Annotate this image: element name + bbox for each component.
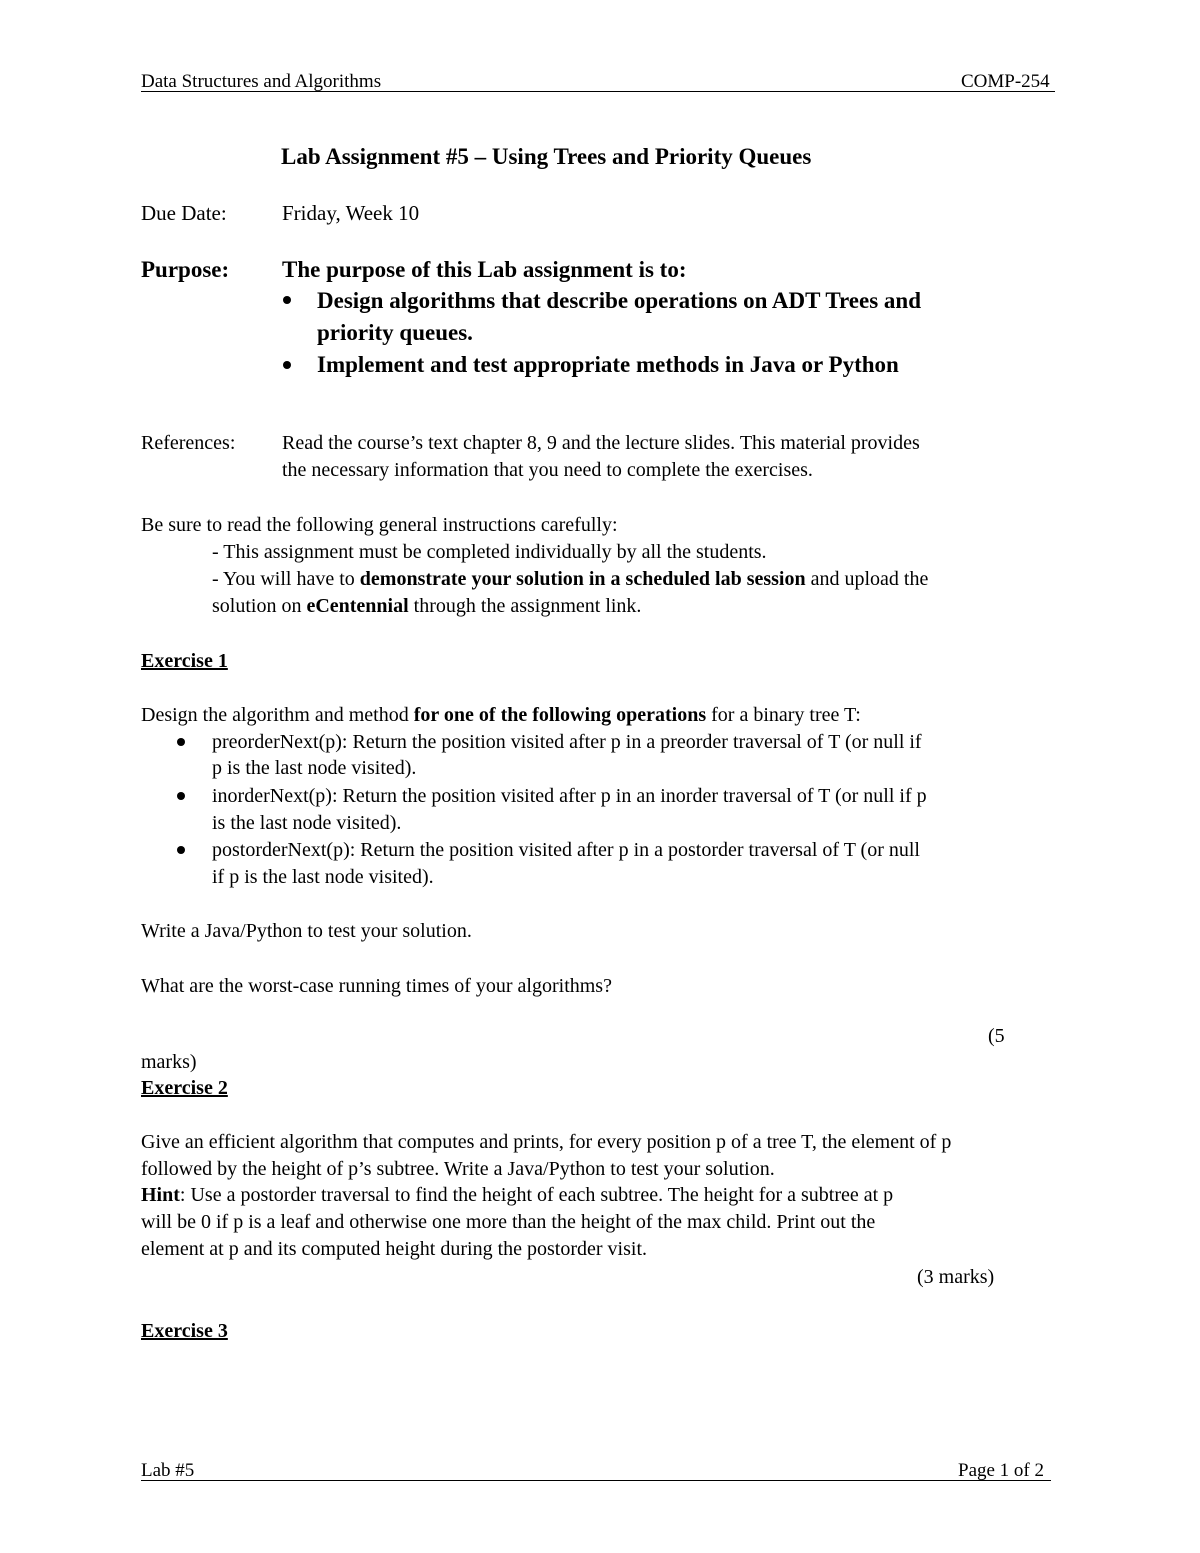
- footer-page-number: Page 1 of 2: [958, 1460, 1045, 1481]
- exercise-1-intro: [141, 704, 861, 727]
- exercise-2-marks: (3 marks): [917, 1266, 995, 1288]
- exercise-3-heading: Exercise 3: [141, 1320, 228, 1342]
- exercise-1-bullet-1-line-2: p is the last node visited).: [212, 757, 417, 779]
- hint-text: : Use a postorder traversal to find the height of each subtree. The height for a subtree at p: [179, 1184, 894, 1206]
- exercise-1-bullet-2-line-1: inorderNext(p): Return the position visited after p in an inorder traversal of T (or null if p: [212, 785, 927, 807]
- footer-lab-number: Lab #5: [141, 1460, 195, 1481]
- references-line-1: Read the course’s text chapter 8, 9 and the lecture slides. This material provides: [282, 432, 920, 454]
- exercise-2-line-1: Give an efficient algorithm that computes and prints, for every position p of a tree T, the element of p: [141, 1131, 952, 1153]
- bullet-icon: [177, 738, 185, 746]
- exercise-1-test-instruction: Write a Java/Python to test your solution.: [141, 920, 472, 942]
- footer-rule: [141, 1480, 1051, 1481]
- due-date-label: Due Date:: [141, 201, 227, 225]
- header-rule: [141, 91, 1055, 92]
- due-date-value: Friday, Week 10: [282, 201, 420, 225]
- exercise-2-hint-line-2: will be 0 if p is a leaf and otherwise one more than the height of the max child. Print out the: [141, 1211, 876, 1233]
- bullet-icon: [283, 296, 291, 304]
- purpose-bullet-2: Implement and test appropriate methods in Java or Python: [317, 352, 899, 377]
- instruction-item-2-line-1: [212, 568, 928, 591]
- purpose-intro: The purpose of this Lab assignment is to:: [282, 257, 687, 282]
- exercise-text: for a binary tree T:: [706, 704, 861, 726]
- bullet-icon: [177, 846, 185, 854]
- exercise-1-heading: Exercise 1: [141, 650, 228, 672]
- bullet-icon: [177, 792, 185, 800]
- exercise-1-bullet-3-line-1: postorderNext(p): Return the position visited after p in a postorder traversal of T (or null: [212, 839, 920, 861]
- purpose-bullet-1-line-1: Design algorithms that describe operations on ADT Trees and: [317, 288, 921, 313]
- bullet-icon: [283, 361, 291, 369]
- hint-label: Hint: [141, 1184, 180, 1206]
- instruction-text: and upload the: [805, 568, 929, 590]
- exercise-2-heading: Exercise 2: [141, 1077, 228, 1099]
- exercise-1-marks-line-1: (5: [988, 1025, 1005, 1047]
- exercise-emphasis: for one of the following operations: [413, 704, 707, 726]
- exercise-1-question: What are the worst-case running times of your algorithms?: [141, 975, 612, 997]
- purpose-bullet-1-line-2: priority queues.: [317, 320, 473, 345]
- instruction-emphasis: demonstrate your solution in a scheduled lab session: [359, 568, 806, 590]
- header-course-name: Data Structures and Algorithms: [141, 71, 382, 92]
- header-course-code: COMP-254: [961, 71, 1050, 92]
- exercise-2-hint-line-1: [141, 1184, 893, 1207]
- exercise-2-hint-line-3: element at p and its computed height during the postorder visit.: [141, 1238, 648, 1260]
- page-title: Lab Assignment #5 – Using Trees and Priority Queues: [281, 144, 812, 169]
- instruction-text: solution on: [212, 595, 307, 617]
- exercise-1-bullet-3-line-2: if p is the last node visited).: [212, 866, 434, 888]
- purpose-label: Purpose:: [141, 257, 230, 282]
- references-line-2: the necessary information that you need to complete the exercises.: [282, 459, 813, 481]
- exercise-1-bullet-1-line-1: preorderNext(p): Return the position visited after p in a preorder traversal of T (or null if: [212, 731, 922, 753]
- references-label: References:: [141, 432, 236, 454]
- exercise-text: Design the algorithm and method: [141, 704, 414, 726]
- instruction-text: through the assignment link.: [408, 595, 642, 617]
- exercise-2-line-2: followed by the height of p’s subtree. Write a Java/Python to test your solution.: [141, 1158, 775, 1180]
- instruction-text: - You will have to: [212, 568, 360, 590]
- instruction-emphasis: eCentennial: [306, 595, 409, 617]
- instruction-item-2-line-2: [212, 595, 641, 618]
- instructions-intro: Be sure to read the following general instructions carefully:: [141, 514, 618, 536]
- exercise-1-bullet-2-line-2: is the last node visited).: [212, 812, 402, 834]
- exercise-1-marks-line-2: marks): [141, 1051, 197, 1073]
- instruction-item-1: - This assignment must be completed individually by all the students.: [212, 541, 767, 563]
